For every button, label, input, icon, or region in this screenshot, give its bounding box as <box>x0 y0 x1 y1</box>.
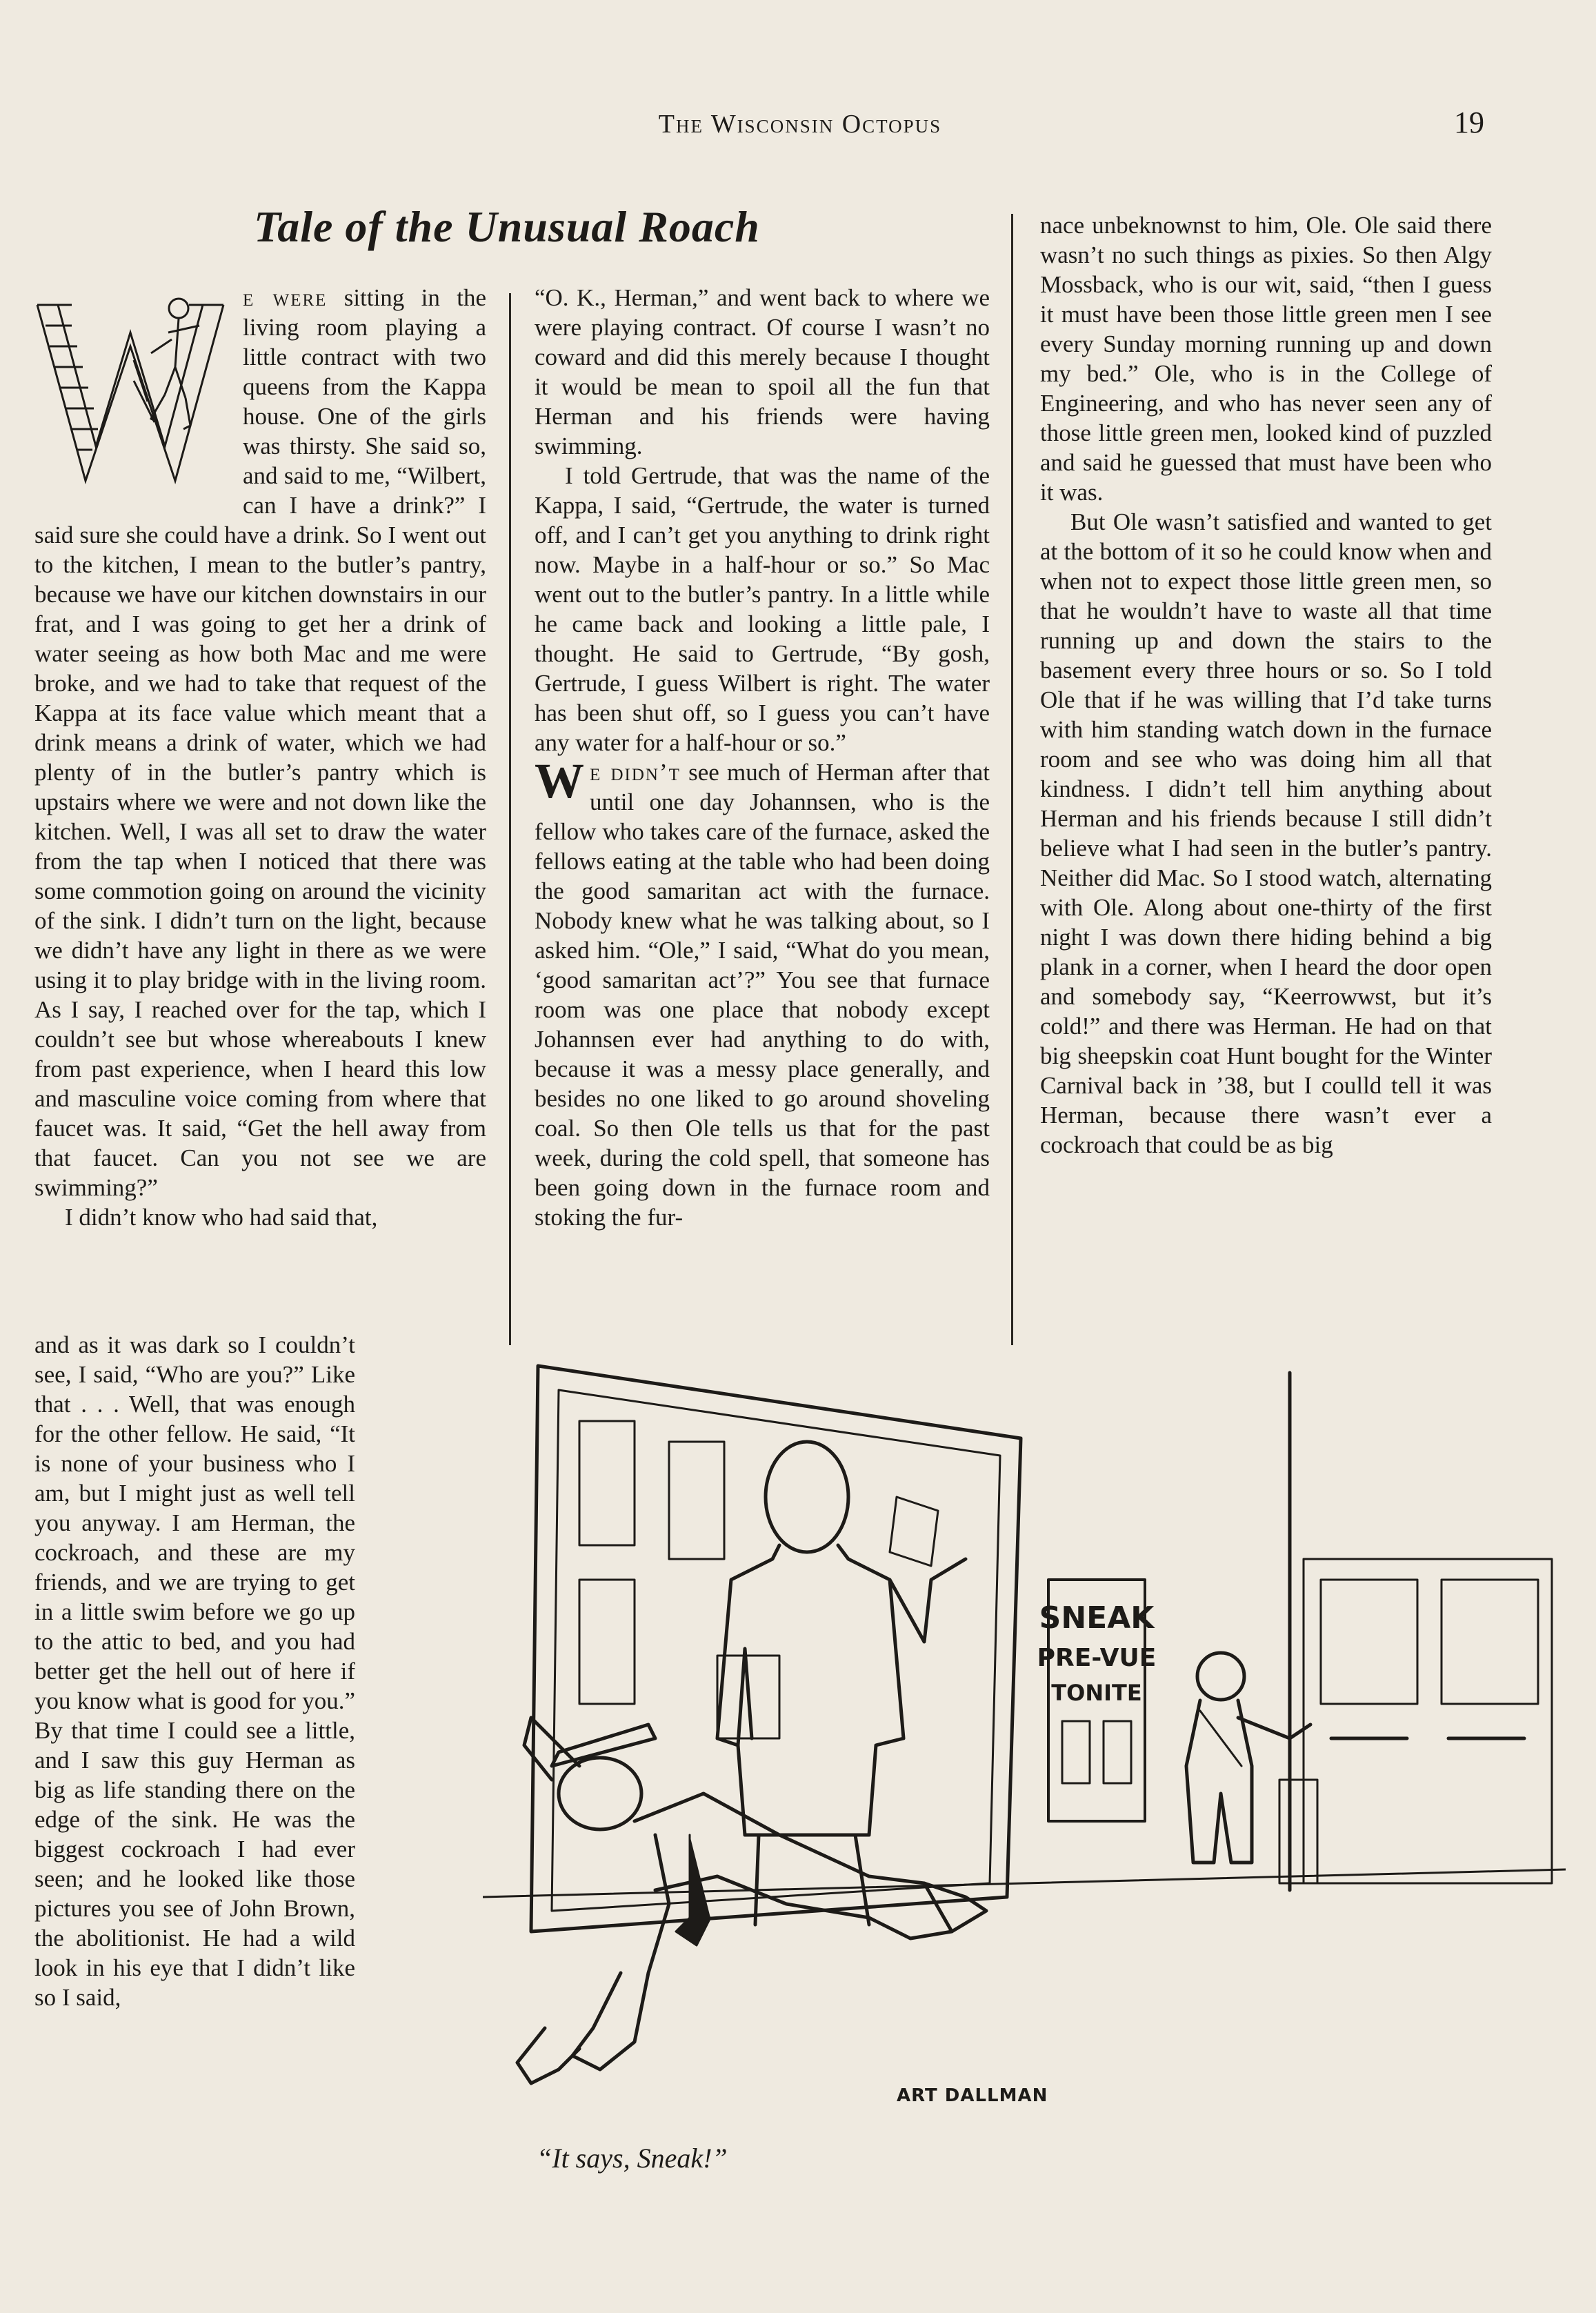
paragraph-opening <box>34 283 486 1202</box>
illustrated-dropcap-w <box>30 284 230 491</box>
column-rule-left <box>509 293 511 1345</box>
paragraph-4: I told Gertrude, that was the name of the Kappa, I said, “Gertrude, the water is turned off, and I can’t get you anything to drink right now. Maybe in a half-hour or so.” So Mac went out to the butler’s pantry. In a little while he came back and looking a little pale, I thought. He said to Gertrude, “By gosh, Gertrude, I guess Wilbert is right. The water has been shut off, so I guess you can’t have any water for a half-hour or so.” <box>535 462 990 756</box>
column-3 <box>1040 210 1492 1160</box>
column-rule-right <box>1011 214 1013 1345</box>
sign-line-2: PRE-VUE <box>1037 1644 1157 1672</box>
column-1 <box>34 283 486 1232</box>
paragraph-7: But Ole wasn’t satisfied and wanted to get at the bottom of it so he could know when and when not to expect those little green men, so that he wouldn’t have to waste all that time running up and down the stairs to the basement every three hours or so. So I told Ole that if he was willing that I’d take turns with him standing watch down in the furnace room and see who was doing him all that kindness. I didn’t tell him anything about Herman and his friends because I still didn’t believe what I had seen in the butler’s pantry. Neither did Mac. So I stood watch, alternating with Ole. Along about one-thirty of the first night I was down there hiding behind a big plank in a corner, when I heard the door open and somebody say, “Keerrowwst, but it’s cold!” and there was Herman. He had on that big sheepskin coat Hunt bought for the Winter Carnival back in ’38, but I coulld tell it was Herman, because there wasn’t ever a cockroach that could be as big <box>1040 508 1492 1158</box>
paragraph-5 <box>535 753 990 1232</box>
paragraph-3: “O. K., Herman,” and went back to where we were playing contract. Of course I wasn’t no coward and did this merely because I thought it would be mean to spoil all the fun that Herman and his friends were having swimming. <box>535 284 990 459</box>
paragraph-6: nace unbeknownst to him, Ole. Ole said there wasn’t no such things as pixies. So then Algy Mossback, who is our wit, said, “then I guess it must have been those little green men I see every Sunday morning running up and down my bed.” Ole, who is in the College of Engineering, and who has never seen any of those little green men, looked kind of puzzled and said he guessed that must have been who it was. <box>1040 212 1492 506</box>
paragraph-2-start: I didn’t know who had said that, <box>65 1204 378 1231</box>
page-number: 19 <box>1454 106 1484 139</box>
lead-in-smallcaps: e were <box>243 284 328 311</box>
sign-line-3: TONITE <box>1051 1680 1142 1706</box>
section-initial: W <box>535 753 584 808</box>
paragraph-1-text: sitting in the living room playing a little contract with two queens from the Kappa house. One of the girls was thirsty. She said so, and said to me, “Wilbert, can I have a drink?” I said sure she could have a drink. So I went out to the kitchen, I mean to the butler’s pantry, because we have our kitchen downstairs in our frat, and I was going to get her a drink of water seeing as how both Mac and me were broke, and we had to take that request of the Kappa at its face value which meant that a drink means a drink of water, which we had plenty of in the butler’s pantry which is upstairs where we were and not down like the kitchen. Well, I was all set to draw the water from the tap when I noticed that there was some commotion going on around the vicinity of the sink. I didn’t turn on the light, because we didn’t have any light in there as we were using it to play bridge with in the living room. As I say, I reached over for the tap, which I couldn’t see but whose whereabouts I knew from past experience, when I heard this low and masculine voice coming from where that faucet was. It said, “Get the hell away from that faucet. Can you not see we are swimming?” <box>34 284 486 1201</box>
column-2 <box>535 283 990 1232</box>
sign-line-1: SNEAK <box>1039 1600 1155 1636</box>
cartoon-caption: “It says, Sneak!” <box>537 2143 728 2174</box>
paragraph-5-text: see much of Herman after that until one day Johannsen, who is the fellow who takes care of the furnace, asked the fellows eating at the table who had been doing the good samaritan act with the furnace. Nobody knew what he was talking about, so I asked him. “Ole,” I said, “What do you mean, ‘good samaritan act’?” You see that furnace room was one place that nobody except Johannsen ever had anything to do with, because it was a messy place generally, and besides no one liked to go around shoveling coal. So then Ole tells us that for the past week, during the cold spell, that someone has been going down in the furnace room and stoking the fur- <box>535 759 990 1231</box>
column-1-continued <box>34 1330 355 2012</box>
article-title: Tale of the Unusual Roach <box>254 202 760 251</box>
running-head: The Wisconsin Octopus <box>658 110 942 139</box>
section-lead-smallcaps: e didn’t <box>590 759 681 786</box>
cartoon-illustration <box>483 1352 1566 2173</box>
artist-signature: ART DALLMAN <box>897 2085 1048 2106</box>
paragraph-2-continued: and as it was dark so I couldn’t see, I said, “Who are you?” Like that . . . Well, that was enough for the other fellow. He said, “It is none of your business who I am, but I might just as well tell you anyway. I am Herman, the cockroach, and these are my friends, and we are trying to get in a little swim before we go up to the attic to bed, and you had better get the hell out of here if you know what is good for you.” By that time I could see a little, and I saw this guy Herman as big as life standing there on the edge of the sink. He was the biggest cockroach I had ever seen; and he looked like those pictures you see of John Brown, the abolitionist. He had a wild look in his eye that I didn’t like so I said, <box>34 1331 355 2011</box>
